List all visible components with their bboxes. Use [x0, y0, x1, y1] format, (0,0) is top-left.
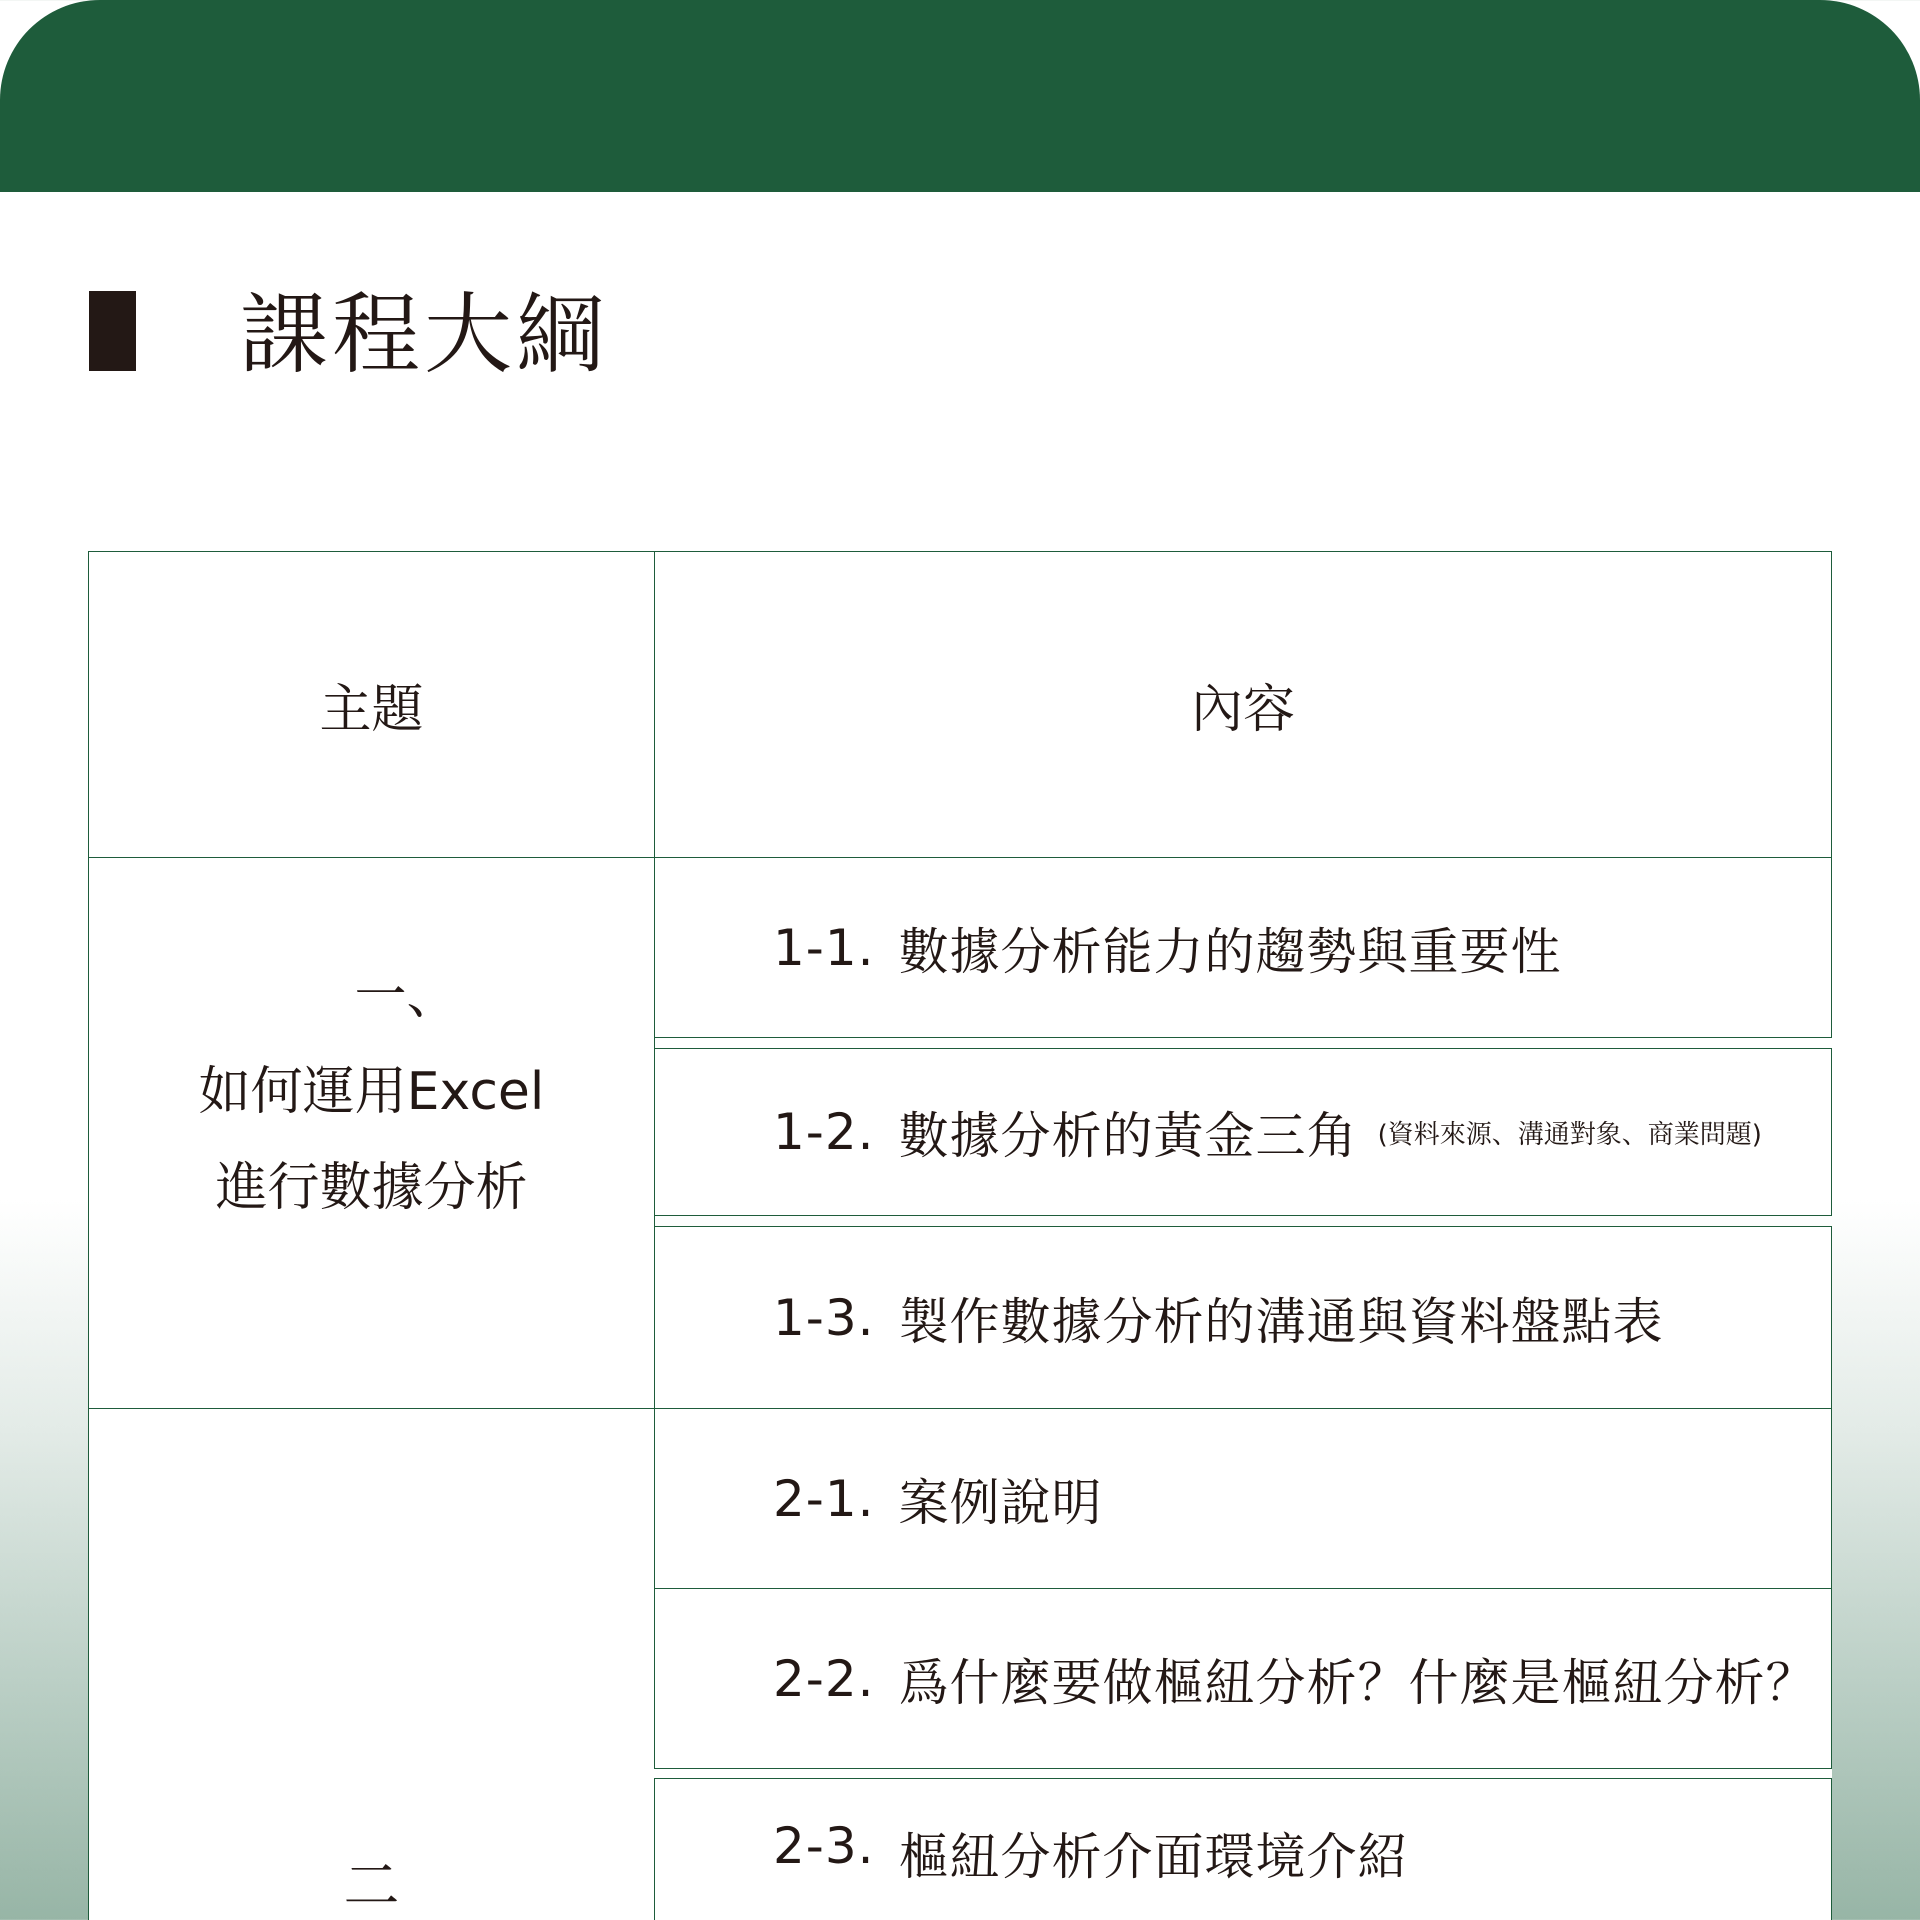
topic-cell-1	[88, 857, 655, 1409]
topic-title-1-line1: 如何運用Excel	[198, 1062, 545, 1122]
header-topic-cell	[88, 551, 655, 858]
item-text: 數據分析的黃金三角	[898, 1107, 1358, 1165]
item-number: 1-2.	[773, 1103, 875, 1161]
outline-item-2-3	[654, 1768, 1832, 1920]
outline-item-1-1	[654, 857, 1832, 1038]
item-number: 2-2.	[773, 1649, 875, 1708]
topic-number-2: 二	[343, 1857, 400, 1909]
item-text: 製作數據分析的溝通與資料盤點表	[898, 1292, 1664, 1351]
item-text: 案例說明	[898, 1473, 1103, 1532]
item-text: 爲什麼要做樞紐分析？什麼是樞紐分析？	[898, 1653, 1817, 1712]
item-number: 2-3.	[773, 1817, 875, 1875]
topic-title-1-line2: 進行數據分析	[215, 1158, 528, 1218]
outline-item-1-3	[654, 1226, 1832, 1409]
outline-item-2-1	[654, 1408, 1832, 1589]
outline-item-2-2	[654, 1588, 1832, 1769]
header-content-cell	[654, 551, 1832, 858]
title-marker	[89, 291, 136, 371]
item-number: 1-3.	[773, 1288, 875, 1347]
header-band	[0, 0, 1920, 192]
item-text: 樞紐分析介面環境介紹	[898, 1828, 1409, 1886]
item-number: 1-1.	[773, 918, 875, 977]
course-outline-table	[88, 551, 1832, 1920]
topic-number-1: 一、	[354, 966, 459, 1026]
page-title: 課程大綱	[240, 283, 609, 386]
outline-item-1-2	[654, 1048, 1832, 1216]
row-divider	[654, 1768, 1832, 1779]
header-topic-label: 主題	[319, 680, 424, 740]
item-note: (資料來源、溝通對象、商業問題)	[1377, 1119, 1762, 1150]
topic-cell-2	[88, 1408, 655, 1920]
item-number: 2-1.	[773, 1469, 875, 1528]
item-text: 數據分析能力的趨勢與重要性	[898, 922, 1562, 981]
header-content-label: 內容	[1190, 680, 1295, 740]
